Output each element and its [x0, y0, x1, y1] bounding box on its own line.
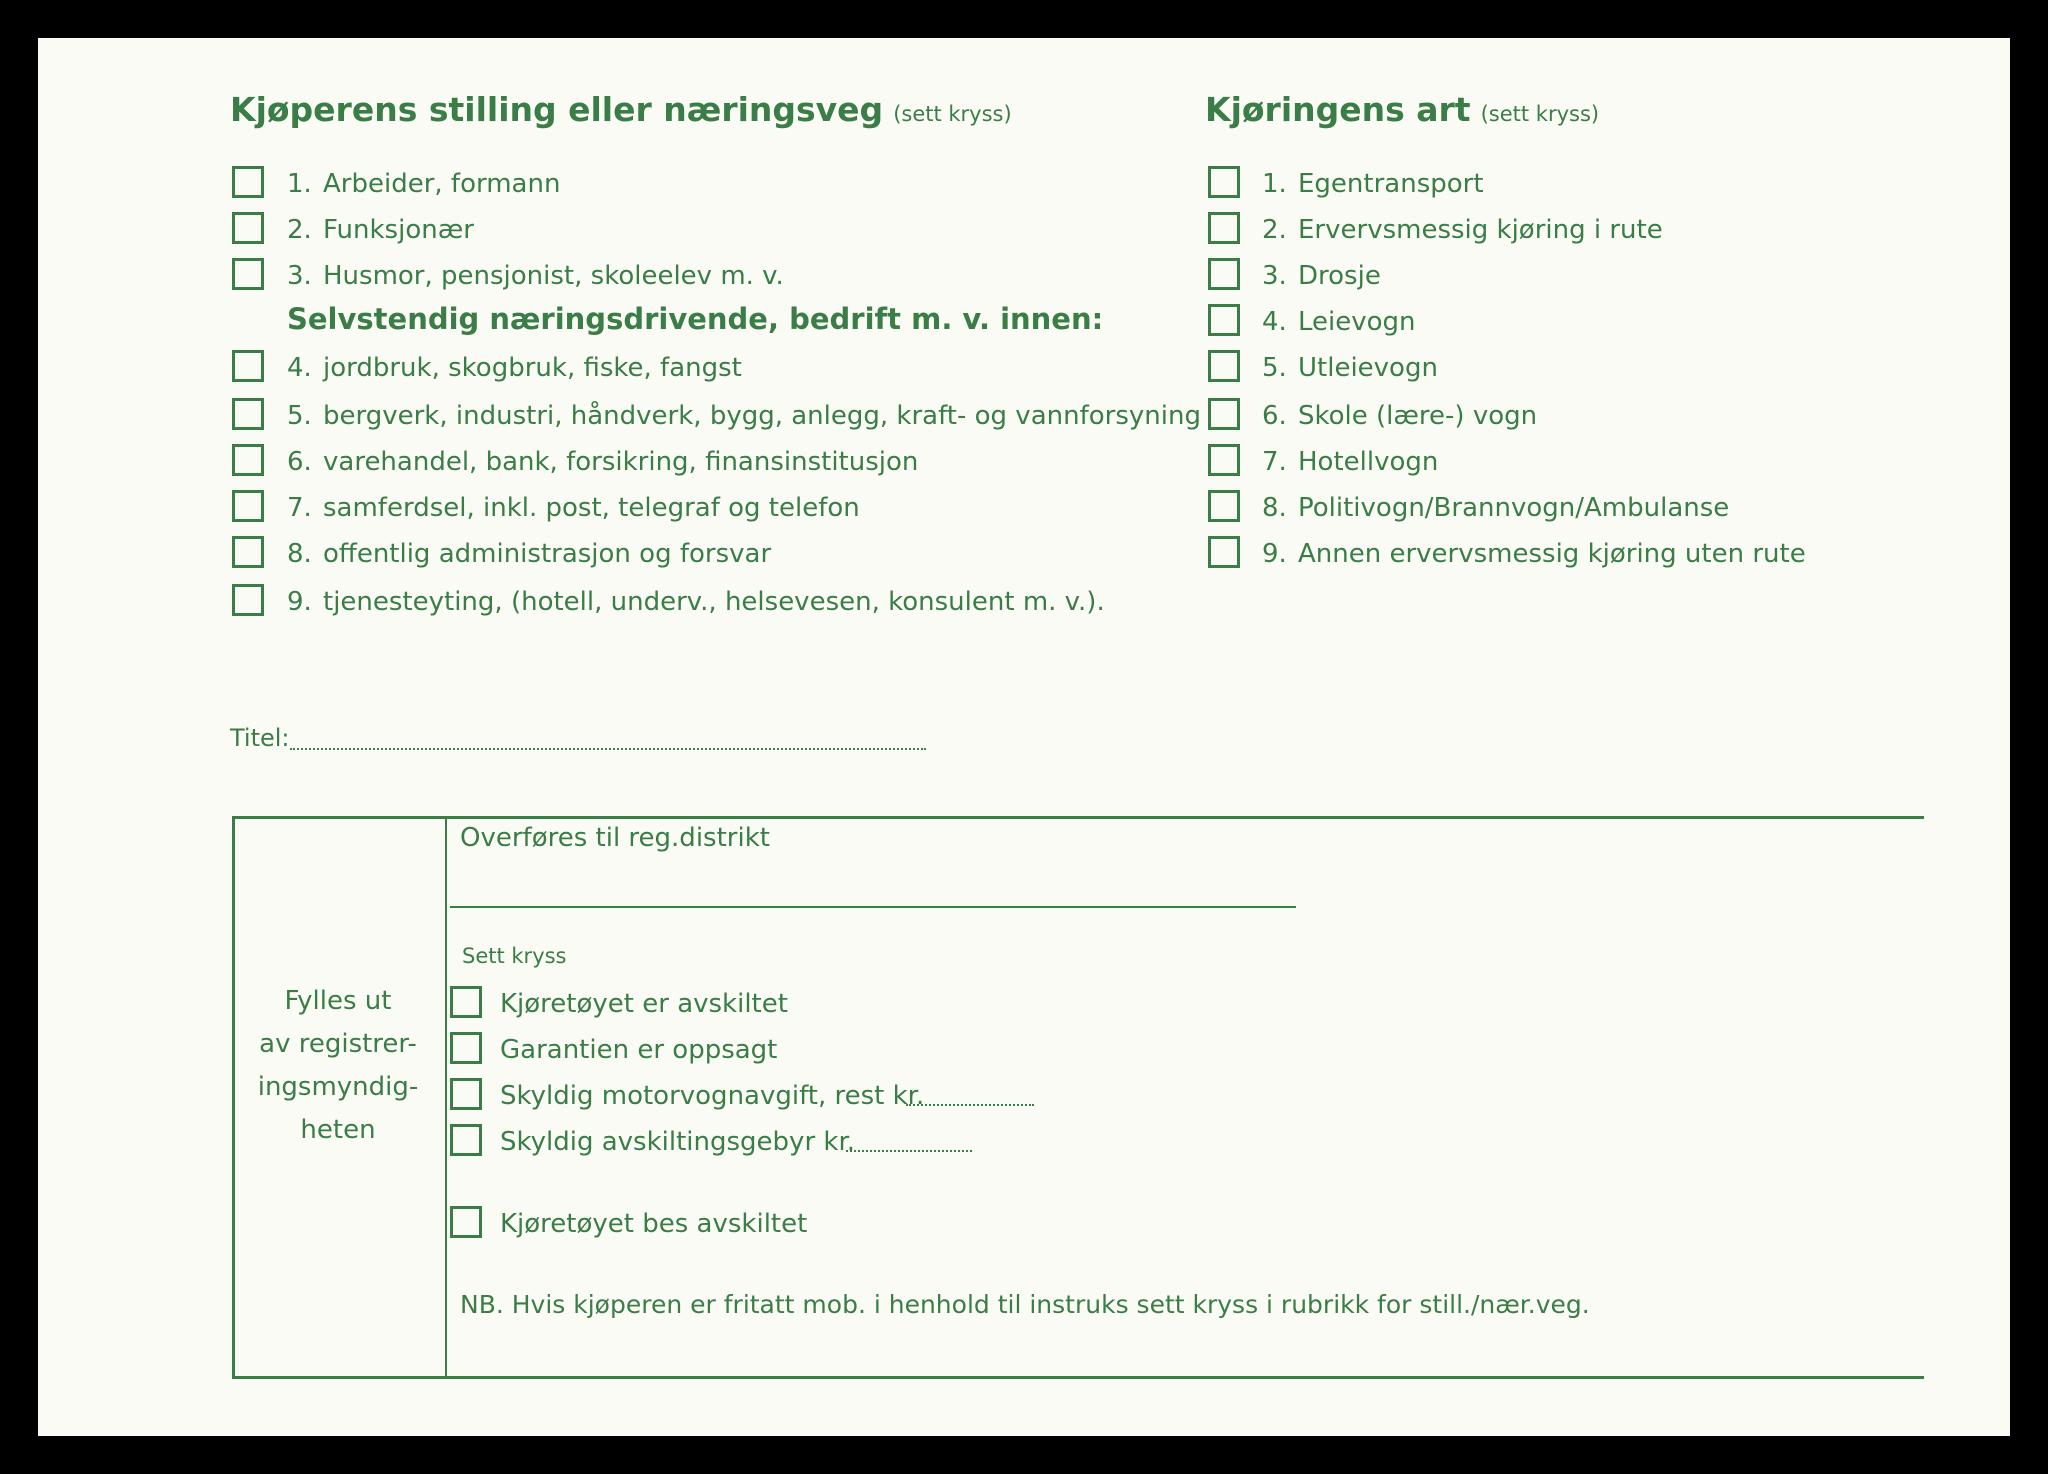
driving-type-item-4: 4. Leievogn	[1262, 307, 1416, 337]
occupation-item-8: 8. offentlig administrasjon og forsvar	[287, 539, 772, 569]
request-deregistration-label: Kjøretøyet bes avskiltet	[500, 1209, 808, 1239]
self-employed-subheading: Selvstendig næringsdrivende, bedrift m. v. innen:	[287, 302, 1104, 336]
driving-type-checkbox-1[interactable]	[1208, 166, 1240, 198]
driving-type-item-8: 8. Politivogn/Brannvogn/Ambulanse	[1262, 493, 1730, 523]
driving-type-checkbox-2[interactable]	[1208, 212, 1240, 244]
driving-type-checkbox-6[interactable]	[1208, 398, 1240, 430]
occupation-checkbox-2[interactable]	[232, 212, 264, 244]
driving-type-note: (sett kryss)	[1480, 102, 1600, 126]
box-top-border	[232, 816, 1924, 819]
occupation-item-2: 2. Funksjonær	[287, 215, 474, 245]
registry-check-3: Skyldig motorvognavgift, rest kr.	[500, 1081, 925, 1111]
transfer-district-field[interactable]	[450, 906, 1296, 908]
registry-checkbox-1[interactable]	[450, 986, 482, 1018]
buyer-occupation-heading	[230, 90, 1012, 129]
occupation-checkbox-8[interactable]	[232, 536, 264, 568]
registry-checkbox-3[interactable]	[450, 1078, 482, 1110]
nb-note: NB. Hvis kjøperen er fritatt mob. i henhold til instruks sett kryss i rubrikk for still./nær.veg.	[460, 1290, 1590, 1319]
occupation-item-4: 4. jordbruk, skogbruk, fiske, fangst	[287, 353, 742, 383]
driving-type-item-7: 7. Hotellvogn	[1262, 447, 1439, 477]
driving-type-checkbox-7[interactable]	[1208, 444, 1240, 476]
driving-type-item-9: 9. Annen ervervsmessig kjøring uten rute	[1262, 539, 1806, 569]
titel-field[interactable]	[290, 748, 926, 750]
registry-checkbox-2[interactable]	[450, 1032, 482, 1064]
driving-type-checkbox-3[interactable]	[1208, 258, 1240, 290]
registry-check-4: Skyldig avskiltingsgebyr kr.	[500, 1127, 856, 1157]
driving-type-item-6: 6. Skole (lære-) vogn	[1262, 401, 1538, 431]
occupation-item-3: 3. Husmor, pensjonist, skoleelev m. v.	[287, 261, 784, 291]
deregistration-fee-field[interactable]	[846, 1150, 972, 1152]
occupation-checkbox-5[interactable]	[232, 398, 264, 430]
box-bottom-border	[232, 1376, 1924, 1379]
transfer-district-label: Overføres til reg.distrikt	[460, 823, 770, 853]
driving-type-checkbox-8[interactable]	[1208, 490, 1240, 522]
occupation-checkbox-7[interactable]	[232, 490, 264, 522]
driving-type-heading	[1205, 90, 1599, 129]
driving-type-checkbox-5[interactable]	[1208, 350, 1240, 382]
box-left-border	[232, 816, 235, 1379]
titel-label: Titel:	[230, 724, 290, 752]
occupation-item-7: 7. samferdsel, inkl. post, telegraf og telefon	[287, 493, 860, 523]
vehicle-tax-remaining-field[interactable]	[906, 1104, 1034, 1106]
driving-type-item-5: 5. Utleievogn	[1262, 353, 1438, 383]
registry-check-1: Kjøretøyet er avskiltet	[500, 989, 788, 1019]
driving-type-checkbox-4[interactable]	[1208, 304, 1240, 336]
driving-type-item-1: 1. Egentransport	[1262, 169, 1484, 199]
registry-checkbox-4[interactable]	[450, 1124, 482, 1156]
occupation-checkbox-9[interactable]	[232, 584, 264, 616]
driving-type-item-3: 3. Drosje	[1262, 261, 1381, 291]
occupation-checkbox-3[interactable]	[232, 258, 264, 290]
driving-type-title: Kjøringens art	[1205, 90, 1471, 129]
filled-by-registry-label: Fylles ut av registrer- ingsmyndig- heten	[257, 986, 419, 1145]
occupation-checkbox-4[interactable]	[232, 350, 264, 382]
driving-type-checkbox-9[interactable]	[1208, 536, 1240, 568]
occupation-checkbox-1[interactable]	[232, 166, 264, 198]
occupation-item-1: 1. Arbeider, formann	[287, 169, 561, 199]
occupation-item-5: 5. bergverk, industri, håndverk, bygg, anlegg, kraft- og vannforsyning	[287, 401, 1201, 431]
box-divider	[445, 816, 447, 1376]
buyer-occupation-note: (sett kryss)	[893, 102, 1012, 126]
occupation-item-9: 9. tjenesteyting, (hotell, underv., helsevesen, konsulent m. v.).	[287, 587, 1105, 617]
occupation-item-6: 6. varehandel, bank, forsikring, finansinstitusjon	[287, 447, 919, 477]
buyer-occupation-title: Kjøperens stilling eller næringsveg	[230, 90, 884, 129]
sett-kryss-label: Sett kryss	[462, 944, 567, 968]
driving-type-item-2: 2. Ervervsmessig kjøring i rute	[1262, 215, 1663, 245]
registry-check-2: Garantien er oppsagt	[500, 1035, 778, 1065]
occupation-checkbox-6[interactable]	[232, 444, 264, 476]
registry-checkbox-5[interactable]	[450, 1206, 482, 1238]
